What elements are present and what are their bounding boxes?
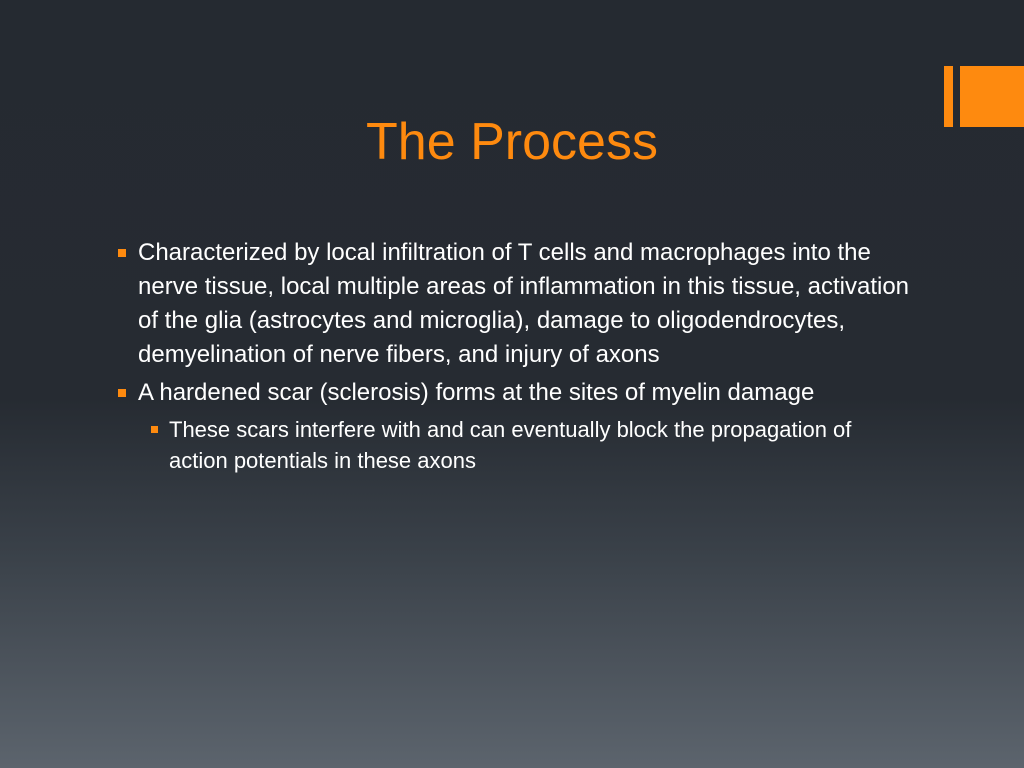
sub-bullet-text: These scars interfere with and can eventually block the propagation of action potentials in these axons <box>169 417 852 473</box>
bullet-list <box>116 236 916 476</box>
square-bullet-icon <box>118 249 126 257</box>
sub-bullet-item <box>147 414 916 476</box>
bullet-text: A hardened scar (sclerosis) forms at the sites of myelin damage <box>138 379 815 406</box>
square-bullet-icon <box>118 389 126 397</box>
bullet-item <box>116 236 916 372</box>
bullet-text: Characterized by local infiltration of T cells and macrophages into the nerve tissue, local multiple areas of inflammation in this tissue, activation of the glia (astrocytes and microglia), damage to oligodendrocytes, demyelination of nerve fibers, and injury of axons <box>138 239 910 368</box>
slide-title: The Process <box>366 113 658 171</box>
square-bullet-icon <box>151 426 158 433</box>
bullet-item <box>116 376 916 410</box>
